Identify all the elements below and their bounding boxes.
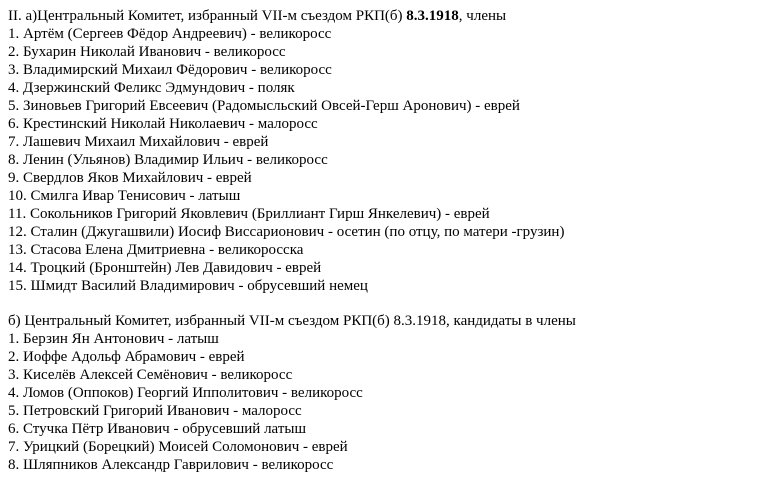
list-item: 7. Урицкий (Борецкий) Моисей Соломонович - еврей [8, 439, 348, 455]
list-item: 4. Дзержинский Феликс Эдмундович - поляк [8, 80, 295, 96]
section-candidates-heading: б) Центральный Комитет, избранный VII-м съездом РКП(б) 8.3.1918, кандидаты в члены [8, 313, 576, 329]
list-item: 1. Берзин Ян Антонович - латыш [8, 331, 219, 347]
section-members [8, 7, 760, 295]
list-item: 2. Бухарин Николай Иванович - великоросс [8, 44, 286, 60]
heading-suffix: , члены [458, 8, 507, 24]
list-item: 1. Артём (Сергеев Фёдор Андреевич) - великоросс [8, 26, 332, 42]
list-item: 3. Владимирский Михаил Фёдорович - великоросс [8, 62, 332, 78]
list-item: 6. Стучка Пётр Иванович - обрусевший латыш [8, 421, 307, 437]
heading-prefix: II. а)Центральный Комитет, избранный VII-м съездом РКП(б) [8, 8, 407, 24]
list-item: 8. Шляпников Александр Гаврилович - великоросс [8, 457, 334, 473]
list-item: 13. Стасова Елена Дмитриевна - великоросска [8, 242, 304, 258]
list-item: 12. Сталин (Джугашвили) Иосиф Виссарионович - осетин (по отцу, по матери -грузин) [8, 224, 565, 240]
list-item: 15. Шмидт Василий Владимирович - обрусевший немец [8, 278, 368, 294]
heading-date: 8.3.1918 [406, 8, 459, 24]
list-item: 10. Смилга Ивар Тенисович - латыш [8, 188, 241, 204]
list-item: 14. Троцкий (Бронштейн) Лев Давидович - еврей [8, 260, 322, 276]
list-item: 8. Ленин (Ульянов) Владимир Ильич - великоросс [8, 152, 328, 168]
list-item: 2. Иоффе Адольф Абрамович - еврей [8, 349, 245, 365]
list-item: 11. Сокольников Григорий Яковлевич (Бриллиант Гирш Янкелевич) - еврей [8, 206, 490, 222]
list-item: 9. Свердлов Яков Михайлович - еврей [8, 170, 252, 186]
list-item: 4. Ломов (Оппоков) Георгий Ипполитович - великоросс [8, 385, 363, 401]
list-item: 5. Петровский Григорий Иванович - малоросс [8, 403, 302, 419]
list-item: 6. Крестинский Николай Николаевич - малоросс [8, 116, 318, 132]
list-item: 5. Зиновьев Григорий Евсеевич (Радомысльский Овсей-Герш Аронович) - еврей [8, 98, 520, 114]
list-item: 3. Киселёв Алексей Семёнович - великоросс [8, 367, 293, 383]
section-candidates [8, 312, 760, 474]
section-members-heading [8, 7, 760, 25]
list-item: 7. Лашевич Михаил Михайлович - еврей [8, 134, 269, 150]
